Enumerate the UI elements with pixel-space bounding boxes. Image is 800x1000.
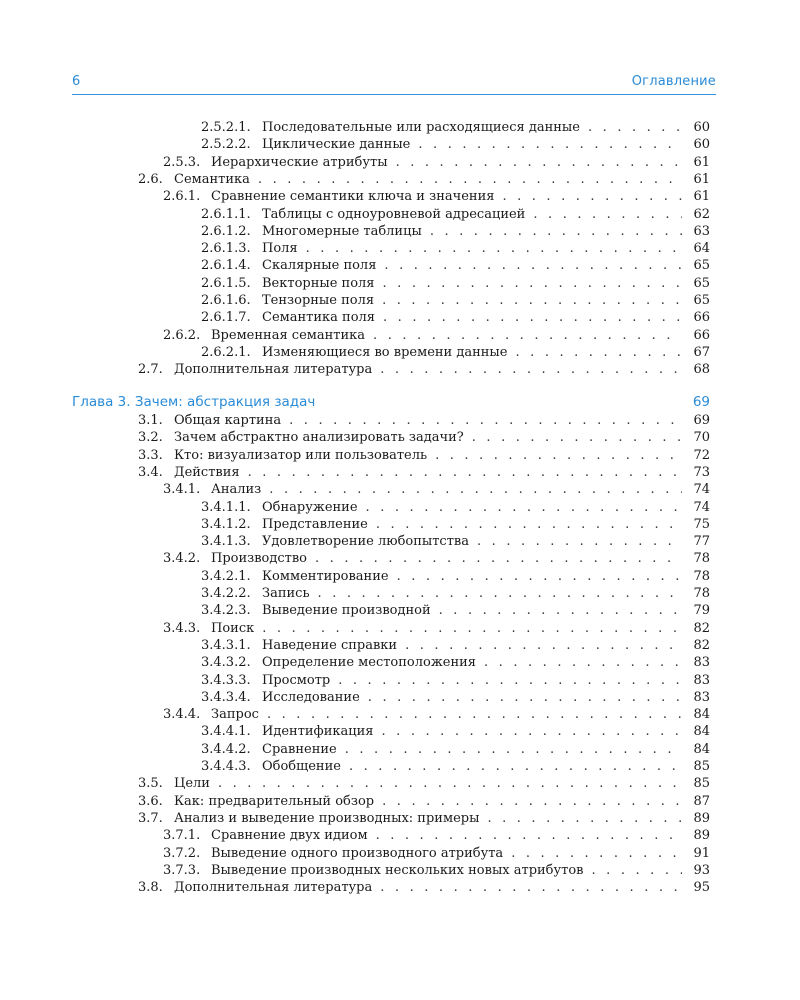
toc-entry-number: 2.5.3. — [163, 154, 201, 170]
toc-entry[interactable] — [201, 309, 710, 326]
dot-leader — [376, 516, 682, 533]
toc-entry[interactable] — [163, 827, 710, 844]
toc-entry-number: 2.6.2.1. — [201, 344, 251, 360]
dot-leader — [588, 119, 682, 136]
toc-entry[interactable] — [201, 758, 710, 775]
dot-leader — [349, 758, 682, 775]
toc-entry-title: Общая картина — [174, 413, 282, 428]
dot-leader — [315, 550, 682, 567]
toc-entry-title: Идентификация — [262, 724, 374, 740]
toc-entry-number: 2.6.1.7. — [201, 310, 251, 326]
toc-entry-title: Выведение производных нескольких новых атрибутов — [211, 862, 584, 878]
dot-leader — [382, 292, 682, 309]
toc-entry-title: Дополнительная литература — [174, 362, 373, 378]
toc-entry[interactable] — [201, 206, 710, 223]
toc-entry-number: 3.4.3.1. — [201, 637, 251, 653]
toc-entry-number: 3.7.2. — [163, 845, 201, 861]
toc-entry[interactable] — [201, 223, 710, 240]
toc-entry-title: Многомерные таблицы — [262, 223, 422, 239]
dot-leader — [345, 741, 682, 758]
toc-entry-number: 3.4.4.3. — [201, 759, 251, 774]
toc-entry[interactable] — [201, 741, 710, 758]
toc-entry-page: 67 — [693, 344, 710, 360]
toc-entry-title: Тензорные поля — [262, 293, 375, 308]
toc-entry-number: 2.6.1.2. — [201, 223, 251, 239]
toc-entry-page: 79 — [693, 603, 710, 619]
toc-entry[interactable] — [163, 327, 710, 344]
dot-leader — [269, 481, 682, 498]
toc-entry-title: Анализ — [211, 482, 262, 498]
toc-entry-page: 87 — [693, 793, 710, 809]
toc-entry-number: 3.4.2.2. — [201, 586, 251, 601]
toc-entry-title: Удовлетворение любопытства — [262, 534, 469, 550]
toc-entry-number: 3.7. — [138, 810, 163, 826]
toc-entry[interactable] — [138, 412, 710, 429]
dot-leader — [384, 257, 682, 274]
toc-entry-number: 2.6. — [138, 171, 163, 187]
toc-entry[interactable] — [201, 672, 710, 689]
toc-entry[interactable] — [163, 706, 710, 723]
toc-entry-page: 63 — [693, 223, 710, 239]
toc-entry-page: 82 — [693, 620, 710, 636]
toc-entry-page: 82 — [693, 637, 710, 653]
toc-entry-number: 3.4.4.1. — [201, 724, 251, 740]
toc-entry-page: 84 — [693, 724, 710, 740]
toc-entry-title: Векторные поля — [262, 275, 375, 291]
toc-entry-page: 61 — [693, 154, 710, 170]
dot-leader — [405, 637, 682, 654]
toc-entry-page: 72 — [693, 447, 710, 463]
toc-entry-page: 85 — [693, 776, 710, 792]
toc-entry-page: 75 — [693, 516, 710, 532]
toc-entry-number: 3.4.1.2. — [201, 516, 251, 532]
toc-entry-title: Запись — [262, 586, 310, 601]
toc-entry[interactable] — [201, 723, 710, 740]
toc-entry[interactable] — [201, 654, 710, 671]
chapter-title: Глава 3. Зачем: абстракция задач — [72, 394, 316, 410]
toc-entry-title: Временная семантика — [211, 327, 366, 343]
toc-entry-title: Дополнительная литература — [174, 880, 373, 896]
toc-entry-page: 95 — [693, 880, 710, 896]
toc-entry-page: 78 — [693, 551, 710, 567]
toc-entry[interactable] — [138, 879, 710, 896]
toc-entry[interactable] — [138, 793, 710, 810]
toc-entry-page: 85 — [693, 759, 710, 774]
dot-leader — [338, 672, 682, 689]
dot-leader — [383, 309, 682, 326]
toc-entry-number: 2.7. — [138, 362, 163, 378]
running-title: Оглавление — [631, 74, 716, 89]
toc-entry-title: Скалярные поля — [262, 258, 377, 274]
toc-entry-number: 3.4.2.1. — [201, 568, 251, 584]
toc-entry-title: Производство — [211, 551, 308, 567]
toc-entry[interactable] — [163, 620, 710, 637]
toc-entry[interactable] — [163, 154, 710, 171]
toc-entry[interactable] — [201, 568, 710, 585]
toc-entry-page: 65 — [693, 258, 710, 274]
toc-entry-number: 2.6.1.6. — [201, 293, 251, 308]
toc-entry-page: 89 — [693, 810, 710, 826]
toc-entry[interactable] — [201, 240, 710, 257]
toc-entry-title: Поля — [262, 241, 298, 257]
toc-entry-number: 3.4.3. — [163, 620, 201, 636]
toc-entry-page: 74 — [693, 482, 710, 498]
toc-entry-title: Семантика — [174, 171, 250, 187]
toc-entry-page: 83 — [693, 672, 710, 688]
toc-entry-number: 3.7.1. — [163, 828, 201, 844]
toc-entry-title: Исследование — [262, 689, 360, 705]
toc-entry-page: 83 — [693, 655, 710, 671]
toc-entry-page: 77 — [693, 534, 710, 550]
dot-leader — [289, 412, 682, 429]
toc-entry-page: 84 — [693, 741, 710, 757]
toc-entry-number: 2.6.1. — [163, 189, 201, 205]
dot-leader — [306, 240, 682, 257]
toc-entry[interactable] — [201, 602, 710, 619]
toc-entry-number: 2.6.2. — [163, 327, 201, 343]
toc-entry-page: 84 — [693, 707, 710, 723]
toc-entry-number: 3.4. — [138, 464, 163, 480]
toc-entry-number: 3.4.2.3. — [201, 603, 251, 619]
toc-entry-title: Таблицы с одноуровневой адресацией — [262, 206, 526, 222]
dot-leader — [218, 775, 682, 792]
dot-leader — [380, 879, 682, 896]
toc-entry-title: Выведение производной — [262, 603, 431, 619]
toc-entry-page: 64 — [693, 241, 710, 257]
dot-leader — [380, 361, 682, 378]
toc-entry-number: 3.4.3.3. — [201, 672, 251, 688]
toc-entry-title: Сравнение двух идиом — [211, 828, 368, 844]
toc-entry[interactable] — [138, 775, 710, 792]
toc-entry[interactable] — [163, 862, 710, 879]
toc-entry-page: 73 — [693, 464, 710, 480]
toc-entry[interactable] — [163, 845, 710, 862]
toc-entry[interactable] — [201, 499, 710, 516]
toc-entry-number: 3.4.2. — [163, 551, 201, 567]
dot-leader — [262, 620, 682, 637]
toc-entry-page: 83 — [693, 689, 710, 705]
toc-entry-number: 2.6.1.1. — [201, 206, 251, 222]
toc-entry-title: Последовательные или расходящиеся данные — [262, 120, 580, 135]
toc-entry-title: Зачем абстрактно анализировать задачи? — [174, 430, 464, 446]
toc-entry-number: 3.4.3.2. — [201, 655, 251, 671]
dot-leader — [373, 327, 682, 344]
toc-entry-number: 2.6.1.4. — [201, 258, 251, 274]
toc-entry[interactable] — [163, 481, 710, 498]
dot-leader — [487, 810, 682, 827]
toc-entry-page: 74 — [693, 499, 710, 515]
dot-leader — [376, 827, 682, 844]
toc-entry[interactable] — [201, 516, 710, 533]
chapter-heading[interactable] — [72, 392, 710, 412]
toc-entry-number: 3.5. — [138, 776, 163, 792]
toc-entry-number: 2.6.1.3. — [201, 241, 251, 257]
toc-entry-title: Сравнение семантики ключа и значения — [211, 189, 495, 205]
toc-entry[interactable] — [138, 429, 710, 446]
toc-entry-number: 2.5.2.1. — [201, 120, 251, 135]
toc-entry-page: 66 — [693, 327, 710, 343]
toc-entry-page: 65 — [693, 293, 710, 308]
toc-entry-page: 69 — [693, 413, 710, 428]
toc-entry-number: 3.6. — [138, 793, 163, 809]
toc-entry-number: 3.1. — [138, 413, 163, 428]
dot-leader — [435, 447, 682, 464]
toc-entry-number: 3.4.4. — [163, 707, 201, 723]
toc-entry-page: 60 — [693, 120, 710, 135]
toc-entry-title: Как: предварительный обзор — [174, 793, 375, 809]
toc-entry-title: Циклические данные — [262, 137, 411, 153]
toc-entry[interactable] — [201, 585, 710, 602]
toc-entry-number: 3.4.3.4. — [201, 689, 251, 705]
toc-entry-title: Сравнение — [262, 741, 337, 757]
toc-entry-title: Представление — [262, 516, 368, 532]
dot-leader — [383, 275, 683, 292]
toc-entry-number: 3.7.3. — [163, 862, 201, 878]
toc-entry[interactable] — [138, 810, 710, 827]
toc-entry-number: 2.6.1.5. — [201, 275, 251, 291]
toc-entry-title: Запрос — [211, 707, 259, 723]
toc-entry-number: 3.3. — [138, 447, 163, 463]
toc-entry[interactable] — [138, 464, 710, 481]
dot-leader — [533, 206, 682, 223]
dot-leader — [511, 845, 682, 862]
dot-leader — [430, 223, 682, 240]
toc-entry[interactable] — [201, 257, 710, 274]
toc-entry-title: Действия — [174, 464, 240, 480]
dot-leader — [397, 568, 682, 585]
toc-entry[interactable] — [163, 550, 710, 567]
toc-entry-page: 78 — [693, 586, 710, 601]
toc-entry-page: 62 — [693, 206, 710, 222]
toc-entry[interactable] — [201, 292, 710, 309]
dot-leader — [382, 723, 683, 740]
dot-leader — [396, 154, 682, 171]
toc-entry[interactable] — [201, 136, 710, 153]
toc-entry-title: Определение местоположения — [262, 655, 477, 671]
dot-leader — [382, 793, 682, 810]
toc-entry[interactable] — [201, 119, 710, 136]
page-number: 6 — [72, 74, 81, 89]
toc-entry[interactable] — [201, 637, 710, 654]
toc-entry-title: Просмотр — [262, 672, 331, 688]
toc-entry[interactable] — [201, 689, 710, 706]
toc-entry-title: Обнаружение — [262, 499, 358, 515]
toc-entry-number: 3.8. — [138, 880, 163, 896]
toc-entry-page: 70 — [693, 430, 710, 446]
toc-entry-title: Иерархические атрибуты — [211, 154, 388, 170]
toc-entry-title: Цели — [174, 776, 210, 792]
dot-leader — [368, 689, 682, 706]
toc-entry[interactable] — [138, 171, 710, 188]
chapter-page: 69 — [692, 394, 710, 410]
toc-entry-title: Наведение справки — [262, 637, 398, 653]
dot-leader — [439, 602, 682, 619]
toc-entry-page: 65 — [693, 275, 710, 291]
toc-entry-number: 3.4.1.1. — [201, 499, 251, 515]
toc-entry-page: 78 — [693, 568, 710, 584]
toc-entry-number: 3.4.1. — [163, 482, 201, 498]
toc-entry[interactable] — [138, 447, 710, 464]
toc-entry-page: 68 — [693, 362, 710, 378]
toc-entry-page: 91 — [693, 845, 710, 861]
dot-leader — [258, 171, 682, 188]
toc-entry-title: Изменяющиеся во времени данные — [262, 344, 508, 360]
dot-leader — [418, 136, 682, 153]
toc-entry-page: 89 — [693, 828, 710, 844]
toc-entry-title: Комментирование — [262, 568, 389, 584]
toc-entry-page: 93 — [693, 862, 710, 878]
toc-entry-title: Кто: визуализатор или пользователь — [174, 447, 428, 463]
dot-leader — [366, 499, 682, 516]
dot-leader — [248, 464, 682, 481]
toc-entry[interactable] — [201, 344, 710, 361]
toc-entry-title: Обобщение — [262, 759, 341, 774]
toc-entry-title: Семантика поля — [262, 310, 375, 326]
toc-entry-title: Анализ и выведение производных: примеры — [174, 810, 480, 826]
dot-leader — [502, 188, 682, 205]
toc-entry-title: Выведение одного производного атрибута — [211, 845, 504, 861]
toc-entry-number: 2.5.2.2. — [201, 137, 251, 153]
dot-leader — [267, 706, 682, 723]
toc-entry[interactable] — [201, 275, 710, 292]
toc-entry-number: 3.4.1.3. — [201, 534, 251, 550]
toc-entry[interactable] — [201, 533, 710, 550]
dot-leader — [484, 654, 682, 671]
toc-entry-number: 3.4.4.2. — [201, 741, 251, 757]
toc-entry[interactable] — [163, 188, 710, 205]
toc-entry-number: 3.2. — [138, 430, 163, 446]
page-header — [72, 72, 716, 95]
toc-entry-page: 61 — [693, 189, 710, 205]
dot-leader — [515, 344, 682, 361]
dot-leader — [318, 585, 682, 602]
dot-leader — [477, 533, 682, 550]
toc-entry-page: 61 — [693, 171, 710, 187]
toc-entry-page: 66 — [693, 310, 710, 326]
toc-entry-page: 60 — [693, 137, 710, 153]
toc-entry[interactable] — [138, 361, 710, 378]
dot-leader — [472, 429, 682, 446]
toc-entry-title: Поиск — [211, 620, 255, 636]
dot-leader — [592, 862, 683, 879]
